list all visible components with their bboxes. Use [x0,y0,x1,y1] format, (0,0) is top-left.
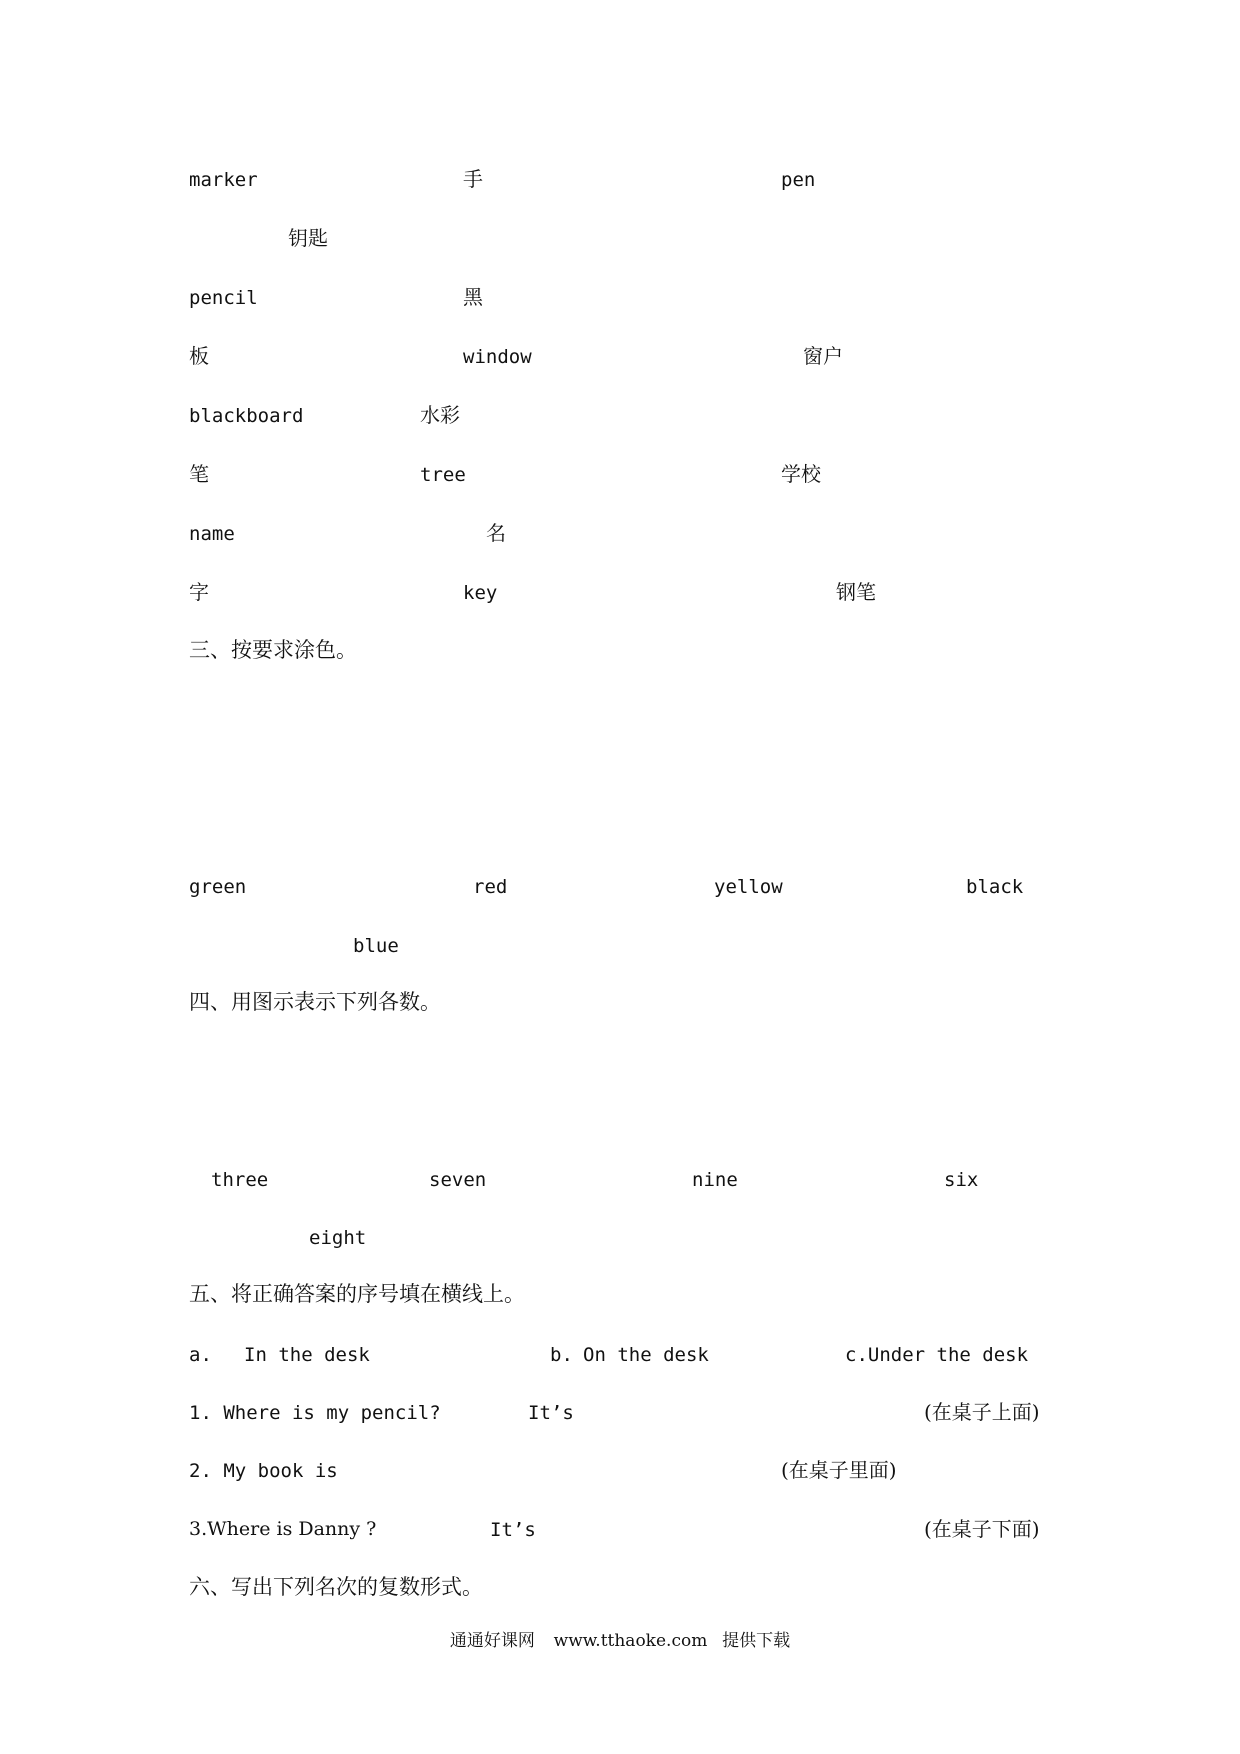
color-word: yellow [714,876,783,898]
color-word: green [189,876,247,898]
number-word: seven [429,1169,487,1191]
answer-start: It’s [528,1402,574,1424]
footer-suffix: 提供下载 [722,1631,791,1651]
vocab-word: 笔 [189,462,209,486]
vocab-word: tree [420,464,466,486]
color-word: black [966,876,1024,898]
vocab-word: 手 [463,167,483,191]
section-heading: 五、将正确答案的序号填在横线上。 [189,1282,525,1306]
footer-url[interactable]: www.tthaoke.com [553,1631,708,1651]
question-text: 3.Where is Danny ? [189,1518,377,1540]
vocab-word: name [189,523,235,545]
section-heading: 六、写出下列名次的复数形式。 [189,1575,483,1599]
section-heading: 四、用图示表示下列各数。 [189,990,441,1014]
vocab-word: 窗户 [803,344,843,368]
hint-text: (在桌子上面) [924,1400,1040,1424]
vocab-word: pen [781,169,816,191]
section-heading: 三、按要求涂色。 [189,638,357,662]
number-word: six [944,1169,979,1191]
question-text: 2. My book is [189,1460,338,1482]
number-word: nine [692,1169,738,1191]
vocab-word: window [463,346,532,368]
vocab-word: blackboard [189,405,304,427]
number-word: three [211,1169,269,1191]
option-text: On the desk [583,1344,709,1366]
vocab-word: pencil [189,287,258,309]
hint-text: (在桌子下面) [924,1517,1040,1541]
color-word: blue [353,935,399,957]
option-letter: b. [550,1344,573,1366]
vocab-word: 学校 [781,462,821,486]
vocab-word: key [463,582,498,604]
vocab-word: 板 [189,344,209,368]
vocab-word: 水彩 [420,403,460,427]
option-letter: a. [189,1344,212,1366]
question-text: 1. Where is my pencil? [189,1402,441,1424]
number-word: eight [309,1227,367,1249]
option-text: In the desk [244,1344,370,1366]
vocab-word: marker [189,169,258,191]
vocab-word: 钢笔 [836,580,876,604]
answer-start: It’s [490,1519,536,1541]
footer-site-name: 通通好课网 [449,1631,535,1651]
vocab-word: 字 [189,580,209,604]
vocab-word: 黑 [463,285,483,309]
color-word: red [473,876,508,898]
vocab-word: 钥匙 [288,226,328,250]
vocab-word: 名 [486,521,506,545]
page-footer [0,1629,1240,1653]
option-text: c.Under the desk [845,1344,1029,1366]
hint-text: (在桌子里面) [781,1458,897,1482]
